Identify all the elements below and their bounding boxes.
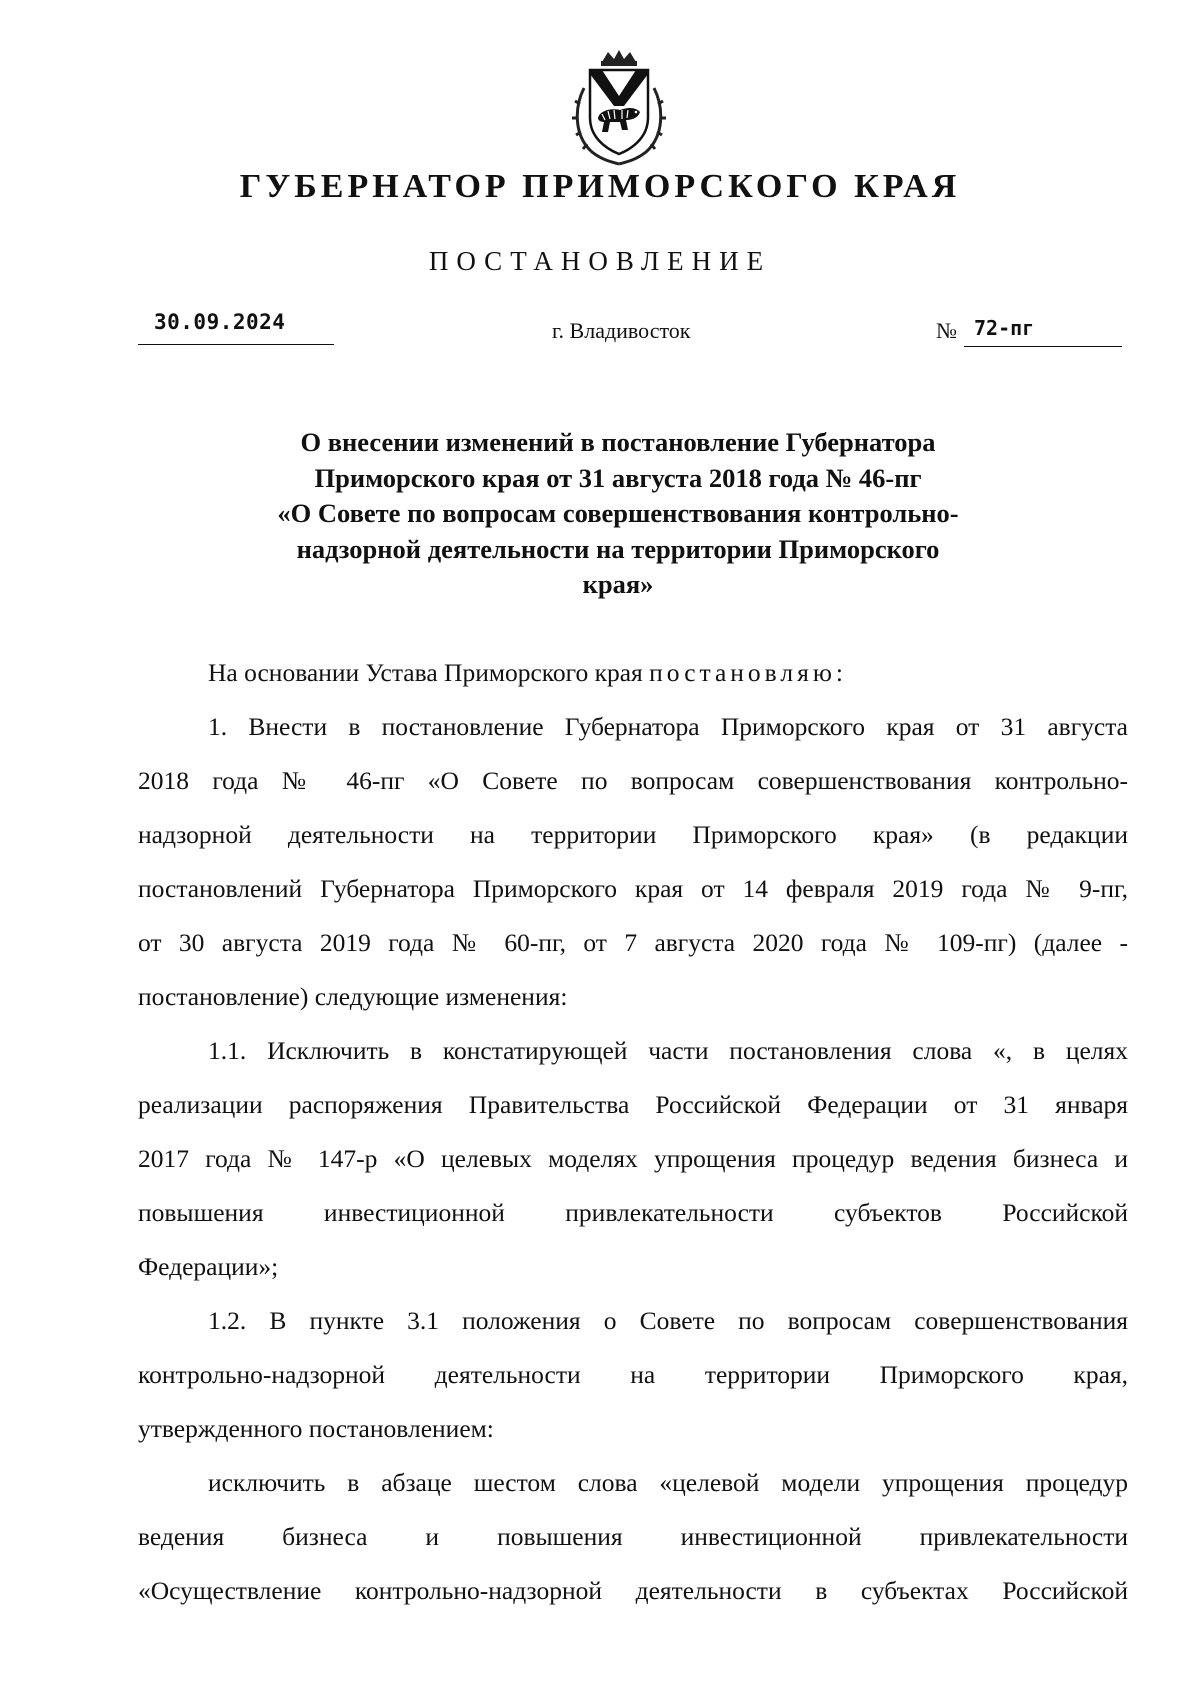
- body-line: повышения инвестиционной привлекательности субъектов Российской: [138, 1198, 1128, 1227]
- body-line: «Осуществление контрольно-надзорной деятельности в субъектах Российской: [138, 1576, 1128, 1605]
- body-line: постановлений Губернатора Приморского края от 14 февраля 2019 года № 9-пг,: [138, 874, 1128, 903]
- decree-word: постановляю:: [649, 658, 847, 687]
- document-number: 72-пг: [974, 316, 1035, 340]
- preamble-text: На основании Устава Приморского края: [208, 658, 650, 687]
- number-field: [964, 312, 1122, 347]
- coat-of-arms-emblem: [572, 48, 666, 166]
- body-line: 1.2. В пункте 3.1 положения о Совете по вопросам совершенствования: [208, 1306, 1128, 1335]
- body-line: 1.1. Исключить в констатирующей части постановления слова «, в целях: [208, 1036, 1128, 1065]
- title-line: края»: [582, 569, 654, 599]
- body-line: реализации распоряжения Правительства Российской Федерации от 31 января: [138, 1090, 1128, 1119]
- date-field: [138, 308, 334, 345]
- issuing-authority: ГУБЕРНАТОР ПРИМОРСКОГО КРАЯ: [239, 168, 961, 205]
- coat-of-arms-icon: [572, 48, 666, 166]
- document-type: ПОСТАНОВЛЕНИЕ: [428, 246, 772, 276]
- body-line: контрольно-надзорной деятельности на территории Приморского края,: [138, 1360, 1128, 1389]
- body-line: 2017 года № 147-р «О целевых моделях упрощения процедур ведения бизнеса и: [138, 1144, 1128, 1173]
- body-line: 2018 года № 46-пг «О Совете по вопросам совершенствования контрольно-: [138, 766, 1128, 795]
- number-label: №: [936, 318, 957, 343]
- body-line: исключить в абзаце шестом слова «целевой модели упрощения процедур: [208, 1468, 1128, 1497]
- title-line: «О Совете по вопросам совершенствования контрольно-: [277, 498, 959, 528]
- body-line: 1. Внести в постановление Губернатора Приморского края от 31 августа: [208, 712, 1128, 741]
- title-line: О внесении изменений в постановление Губернатора: [300, 427, 936, 457]
- body-line: надзорной деятельности на территории Приморского края» (в редакции: [138, 820, 1128, 849]
- body-line: постановление) следующие изменения:: [138, 982, 568, 1011]
- city: г. Владивосток: [552, 318, 691, 343]
- title-line: Приморского края от 31 августа 2018 года № 46-пг: [314, 462, 922, 493]
- body-line: от 30 августа 2019 года № 60-пг, от 7 августа 2020 года № 109-пг) (далее -: [138, 928, 1128, 957]
- document-title: [200, 425, 1036, 603]
- body-line: ведения бизнеса и повышения инвестиционной привлекательности: [138, 1522, 1128, 1551]
- preamble: [208, 646, 1128, 700]
- body-line: утвержденного постановлением:: [138, 1414, 494, 1443]
- title-line: надзорной деятельности на территории Приморского: [296, 533, 940, 564]
- body-line: Федерации»;: [138, 1252, 279, 1281]
- document-date: 30.09.2024: [154, 310, 286, 334]
